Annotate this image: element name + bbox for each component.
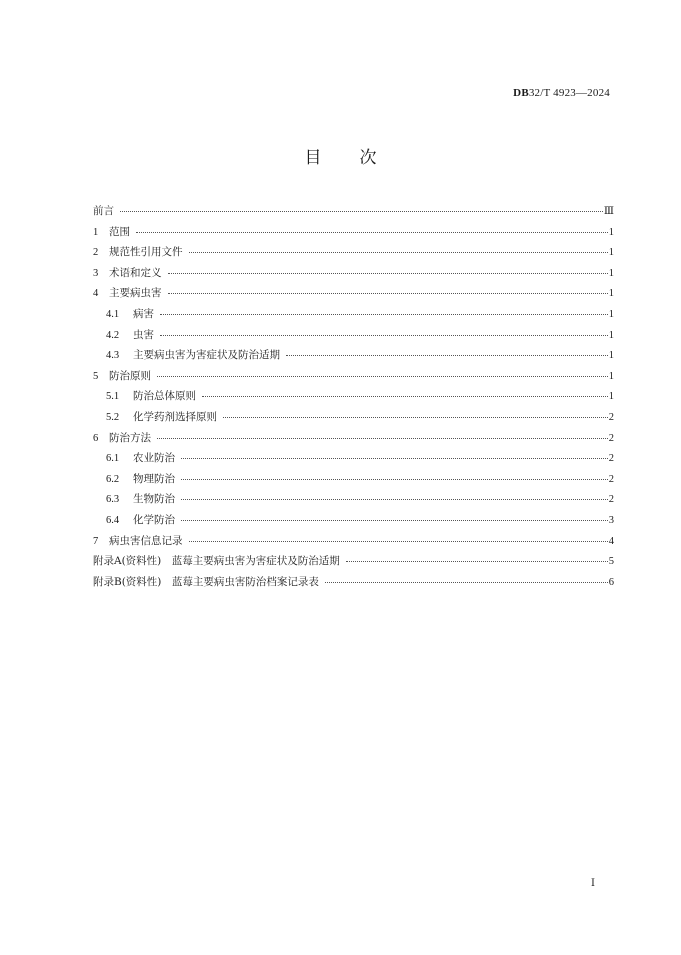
- toc-entry-label: 虫害: [133, 328, 154, 341]
- toc-leader-dots: [157, 366, 608, 377]
- toc-entry-page: 2: [608, 411, 614, 423]
- toc-leader-dots: [136, 222, 608, 233]
- toc-entry-page: 6: [608, 576, 614, 588]
- toc-entry-label: 防治原则: [109, 369, 151, 382]
- toc-leader-dots: [202, 386, 608, 397]
- toc-entry-page: 1: [608, 350, 614, 362]
- toc-leader-dots: [189, 242, 608, 253]
- toc-entry-number: 1: [93, 226, 99, 238]
- toc-entry-label: 术语和定义: [109, 266, 162, 279]
- toc-entry-6-4[interactable]: [93, 510, 614, 531]
- toc-entry-page: 1: [608, 308, 614, 320]
- toc-entry-6-3[interactable]: [93, 489, 614, 510]
- toc-entry-6-2[interactable]: [93, 469, 614, 490]
- toc-entry-appendix-b[interactable]: [93, 572, 614, 593]
- toc-entry-label: 前言: [93, 205, 114, 217]
- standard-code: [513, 87, 610, 99]
- toc-entry-label: 化学药剂选择原则: [133, 410, 217, 423]
- toc-entry-number: 6: [93, 432, 99, 444]
- toc-entry-number: 6.2: [106, 473, 120, 485]
- toc-entry-page: 5: [608, 556, 614, 568]
- toc-leader-dots: [286, 345, 608, 356]
- toc-entry-label: 防治方法: [109, 431, 151, 444]
- toc-entry-number: 5.2: [106, 411, 120, 423]
- toc-entry-number: 2: [93, 247, 99, 259]
- toc-entry-4-3[interactable]: [93, 345, 614, 366]
- toc-entry-7[interactable]: [93, 531, 614, 552]
- standard-code-number: 32/T 4923—2024: [528, 87, 610, 99]
- toc-entry-page: 1: [608, 288, 614, 300]
- toc-entry-6-1[interactable]: [93, 448, 614, 469]
- toc-leader-dots: [160, 325, 608, 336]
- toc-entry-label: 附录A(资料性) 蓝莓主要病虫害为害症状及防治适期: [93, 555, 340, 568]
- toc-entry-page: 2: [608, 473, 614, 485]
- toc-entry-label: 农业防治: [133, 452, 175, 465]
- toc-entry-page: 1: [608, 247, 614, 259]
- toc-entry-label: 规范性引用文件: [109, 246, 183, 259]
- toc-entry-label: 病害: [133, 307, 154, 320]
- toc-leader-dots: [181, 448, 608, 459]
- toc-entry-number: 3: [93, 267, 99, 279]
- toc-entry-page: 2: [608, 432, 614, 444]
- toc-entry-preface[interactable]: [93, 201, 614, 222]
- toc-entry-4-1[interactable]: [93, 304, 614, 325]
- toc-entry-label: 主要病虫害为害症状及防治适期: [133, 349, 280, 362]
- toc-entry-page: 4: [608, 535, 614, 547]
- toc-entry-5[interactable]: [93, 366, 614, 387]
- toc-entry-page: 1: [608, 370, 614, 382]
- table-of-contents: [93, 201, 614, 592]
- toc-entry-label: 化学防治: [133, 513, 175, 526]
- toc-entry-number: 7: [93, 535, 99, 547]
- toc-entry-page: 2: [608, 453, 614, 465]
- page-title-char-1: 目: [304, 148, 322, 168]
- toc-leader-dots: [168, 263, 608, 274]
- toc-entry-number: 4.1: [106, 308, 120, 320]
- toc-entry-number: 5.1: [106, 391, 120, 403]
- toc-entry-3[interactable]: [93, 263, 614, 284]
- toc-leader-dots: [168, 283, 608, 294]
- toc-entry-number: 4.2: [106, 329, 120, 341]
- page-title: [0, 143, 681, 168]
- toc-leader-dots: [325, 572, 608, 583]
- toc-leader-dots: [157, 428, 608, 439]
- toc-entry-number: 6.1: [106, 453, 120, 465]
- toc-entry-page: 1: [608, 329, 614, 341]
- standard-code-prefix: DB: [513, 87, 529, 99]
- toc-entry-number: 5: [93, 370, 99, 382]
- toc-entry-label: 附录B(资料性) 蓝莓主要病虫害防治档案记录表: [93, 575, 319, 588]
- toc-leader-dots: [223, 407, 608, 418]
- toc-entry-number: 4: [93, 288, 99, 300]
- toc-entry-5-2[interactable]: [93, 407, 614, 428]
- toc-entry-page: 3: [608, 514, 614, 526]
- toc-entry-appendix-a[interactable]: [93, 551, 614, 572]
- toc-entry-6[interactable]: [93, 428, 614, 449]
- toc-entry-page: 1: [608, 226, 614, 238]
- toc-leader-dots: [181, 510, 608, 521]
- toc-entry-page: 2: [608, 494, 614, 506]
- toc-entry-label: 生物防治: [133, 493, 175, 506]
- toc-entry-number: 4.3: [106, 350, 120, 362]
- page-title-char-2: 次: [359, 148, 377, 168]
- toc-leader-dots: [181, 469, 608, 480]
- toc-entry-label: 防治总体原则: [133, 390, 196, 403]
- toc-leader-dots: [160, 304, 608, 315]
- toc-leader-dots: [120, 201, 603, 212]
- toc-leader-dots: [189, 531, 608, 542]
- toc-entry-4-2[interactable]: [93, 325, 614, 346]
- toc-entry-label: 病虫害信息记录: [109, 534, 183, 547]
- toc-entry-page: 1: [608, 267, 614, 279]
- toc-entry-page: Ⅲ: [603, 206, 614, 217]
- toc-entry-page: 1: [608, 391, 614, 403]
- toc-entry-4[interactable]: [93, 283, 614, 304]
- toc-leader-dots: [346, 551, 608, 562]
- toc-entry-number: 6.4: [106, 514, 120, 526]
- toc-entry-5-1[interactable]: [93, 386, 614, 407]
- toc-entry-number: 6.3: [106, 494, 120, 506]
- footer-page-number: Ⅰ: [591, 878, 595, 889]
- toc-entry-label: 物理防治: [133, 472, 175, 485]
- toc-entry-1[interactable]: [93, 222, 614, 243]
- toc-entry-label: 主要病虫害: [109, 287, 162, 300]
- toc-leader-dots: [181, 489, 608, 500]
- toc-entry-2[interactable]: [93, 242, 614, 263]
- toc-entry-label: 范围: [109, 225, 130, 238]
